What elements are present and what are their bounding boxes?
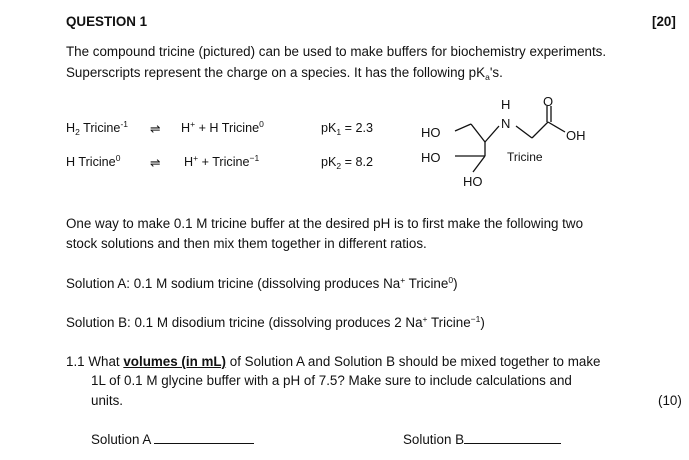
eq1-products: H+ + H Tricine$^0$ (181, 119, 264, 135)
tricine-structure (415, 92, 595, 192)
eq2-reactant: H Tricine$^0$ (66, 153, 121, 169)
q11-line-3: units. (91, 393, 124, 408)
struct-label-n: N (501, 116, 511, 131)
answer-b-blank[interactable] (464, 432, 561, 444)
struct-label-ho-3: HO (463, 174, 483, 189)
answer-a-label: Solution A (91, 432, 151, 447)
struct-label-oh: OH (566, 128, 586, 143)
q11-line-1: 1.1 What volumes (in mL) of Solution A and Solution B should be mixed together to make (66, 354, 601, 369)
struct-label-h: H (501, 97, 511, 112)
struct-label-o: O (543, 94, 554, 109)
para-line-1: One way to make 0.1 M tricine buffer at the desired pH is to first make the following two (66, 216, 584, 231)
struct-label-ho-2: HO (421, 150, 441, 165)
eq2-arrow: ⇌ (150, 156, 161, 170)
answer-b-label: Solution B (403, 432, 465, 447)
intro-line-2: Superscripts represent the charge on a species. It has the following $pK_a's$. (66, 65, 503, 82)
struct-label-ho-1: HO (421, 125, 441, 140)
answer-b (403, 432, 561, 447)
eq2-products: H+ + Tricine$^{-1}$ (184, 153, 260, 169)
answer-a-blank[interactable] (154, 432, 254, 444)
eq2-pka: $pK_2 = 8.2$ (321, 155, 374, 171)
para-line-2: stock solutions and then mix them together in different ratios. (66, 236, 427, 251)
answer-a (91, 432, 254, 447)
eq1-arrow: ⇌ (150, 122, 161, 136)
intro-line-1: The compound tricine (pictured) can be used to make buffers for biochemistry experiments. (66, 44, 607, 59)
solution-b-desc: Solution B: 0.1 M disodium tricine (dissolving produces 2 Na+ Tricine$^{-1}$) (66, 314, 485, 330)
q11-line-2: 1L of 0.1 M glycine buffer with a pH of 7.5? Make sure to include calculations and (91, 373, 572, 388)
question-title: QUESTION 1 (66, 14, 148, 29)
eq1-pka: $pK_1 = 2.3$ (321, 121, 374, 137)
eq1-reactant: $H_2$ Tricine$^{-1}$ (66, 119, 128, 137)
solution-a-desc: Solution A: 0.1 M sodium tricine (dissolving produces Na+ Tricine$^0$) (66, 275, 458, 291)
struct-label-name: Tricine (507, 150, 543, 164)
q11-marks: (10) (658, 393, 682, 408)
question-marks: [20] (652, 14, 676, 29)
